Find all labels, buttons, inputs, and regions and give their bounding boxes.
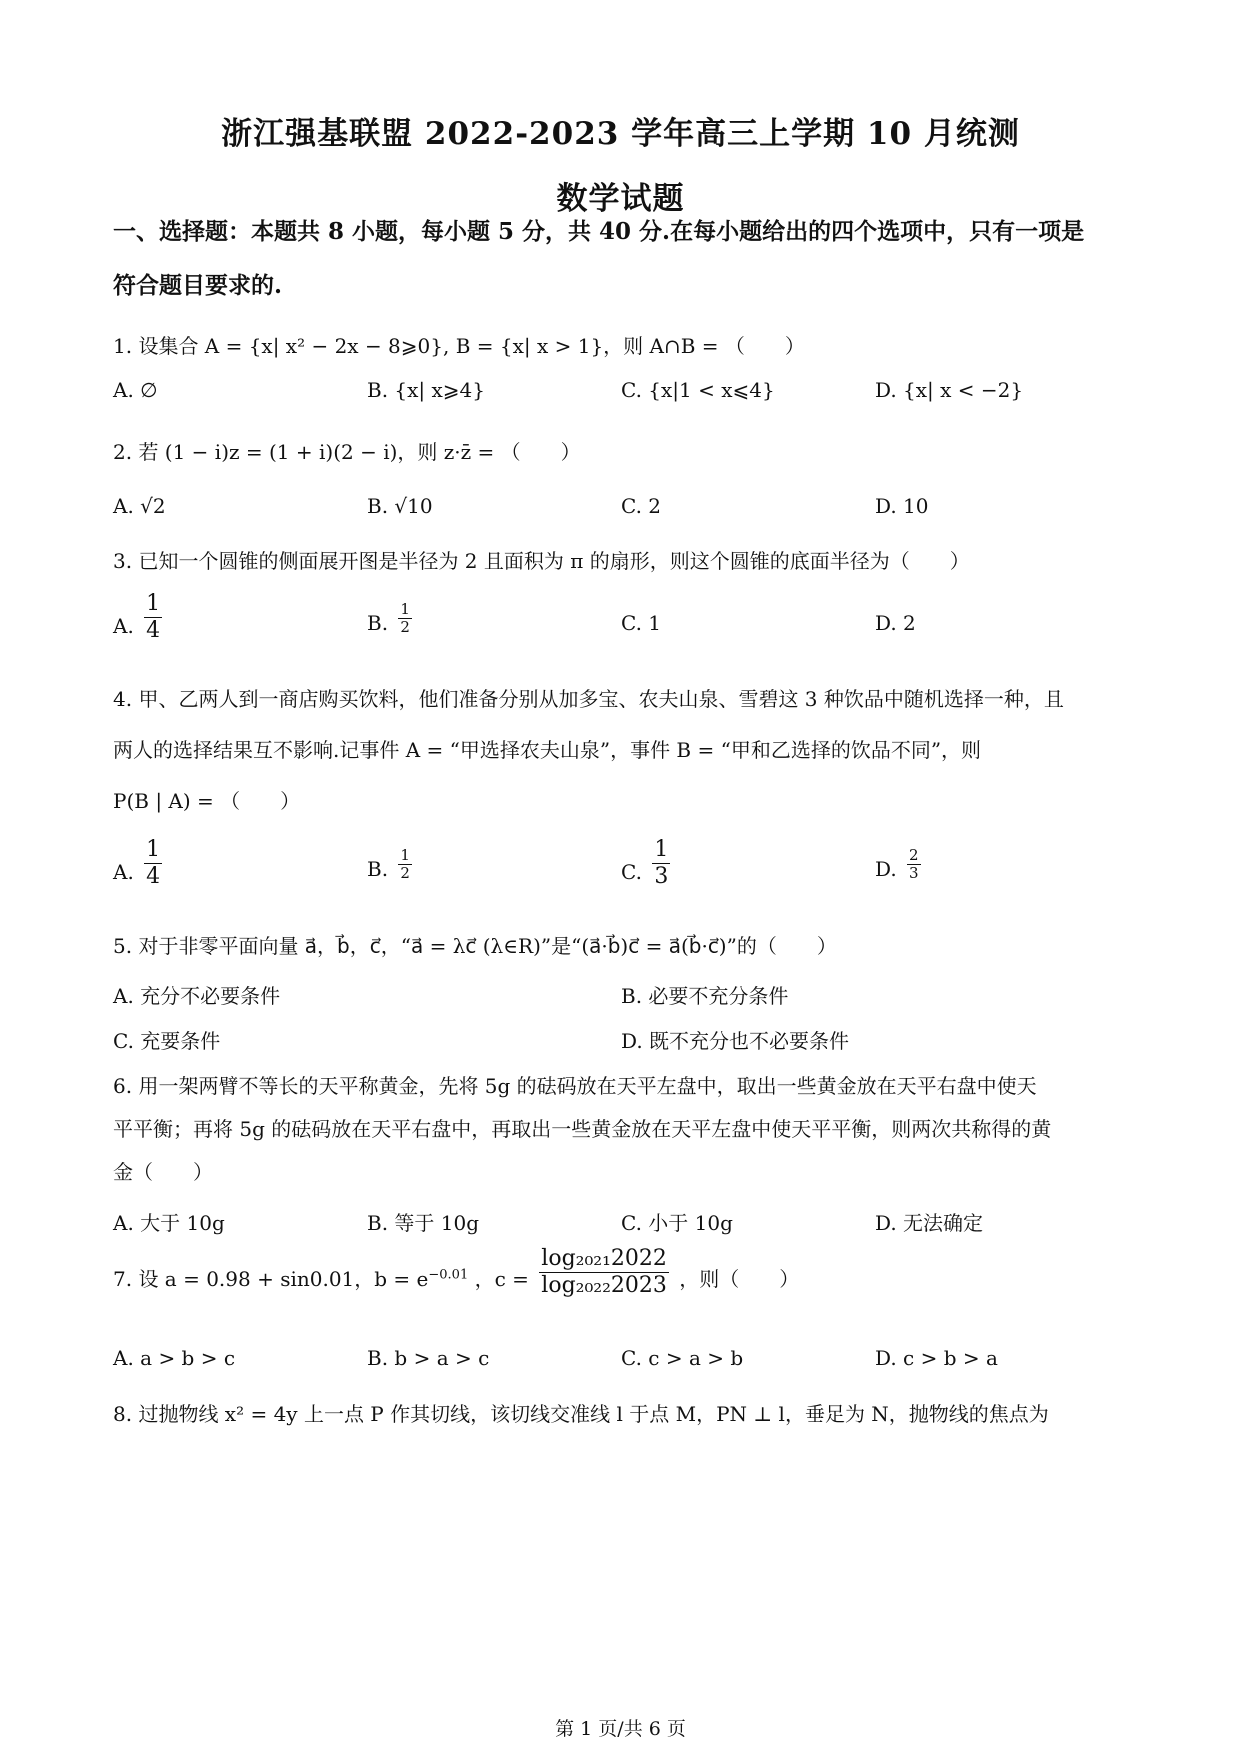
q4-option-d bbox=[875, 846, 925, 882]
section-heading-line1: 一、选择题：本题共 8 小题，每小题 5 分，共 40 分.在每小题给出的四个选项中，只有一项是 bbox=[113, 218, 1085, 245]
question-6-line3: 金（ ） bbox=[113, 1160, 213, 1184]
q6-option-d: D. 无法确定 bbox=[875, 1211, 984, 1235]
q3-option-b-label: B. bbox=[367, 611, 389, 635]
question-5-options-row1 bbox=[113, 980, 1133, 1020]
q3-option-b bbox=[367, 600, 416, 636]
q2-option-b: B. √10 bbox=[367, 494, 433, 518]
question-3-stem: 3. 已知一个圆锥的侧面展开图是半径为 2 且面积为 π 的扇形，则这个圆锥的底面半径为（ ） bbox=[113, 549, 970, 573]
q3-option-a-label: A. bbox=[113, 614, 134, 638]
q7-exponent: −0.01 bbox=[428, 1267, 469, 1283]
q5-option-d: D. 既不充分也不必要条件 bbox=[621, 1029, 850, 1053]
frac-numerator: 1 bbox=[146, 591, 161, 616]
q6-option-c: C. 小于 10g bbox=[621, 1211, 733, 1235]
question-7-options bbox=[113, 1346, 1133, 1386]
question-6-options bbox=[113, 1207, 1133, 1247]
q4-option-a-fraction bbox=[144, 837, 162, 890]
question-7-stem bbox=[113, 1246, 1133, 1322]
q5-option-c: C. 充要条件 bbox=[113, 1029, 221, 1053]
q4-option-c-label: C. bbox=[621, 860, 642, 884]
frac-denominator: 3 bbox=[654, 864, 669, 889]
frac-denominator: 4 bbox=[146, 864, 161, 889]
q5-option-a: A. 充分不必要条件 bbox=[113, 984, 281, 1008]
question-5-stem: 5. 对于非零平面向量 a⃗，b⃗，c⃗，“a⃗ = λc⃗ (λ∈R)”是“(a⃗·b⃗)c⃗ = a⃗(b⃗·c⃗)”的（ ） bbox=[113, 934, 837, 958]
frac-denominator: 4 bbox=[146, 618, 161, 643]
question-1-options bbox=[113, 378, 1133, 418]
question-4-line3: P(B | A) = （ ） bbox=[113, 789, 301, 813]
q7-stem-part-c: ，则（ ） bbox=[679, 1267, 800, 1291]
q4-option-a bbox=[113, 837, 166, 890]
q7-stem-part-a: 7. 设 a = 0.98 + sin0.01，b = e bbox=[113, 1267, 429, 1291]
q4-option-d-label: D. bbox=[875, 857, 897, 881]
question-4-line1: 4. 甲、乙两人到一商店购买饮料，他们准备分别从加多宝、农夫山泉、雪碧这 3 种饮品中随机选择一种，且 bbox=[113, 687, 1064, 711]
q2-option-a: A. √2 bbox=[113, 494, 166, 518]
frac-numerator: 1 bbox=[400, 600, 410, 618]
q1-option-c: C. {x|1 < x⩽4} bbox=[621, 378, 775, 402]
frac-denominator: log₂₀₂₂2023 bbox=[541, 1273, 667, 1298]
section-heading-line2: 符合题目要求的. bbox=[113, 272, 283, 299]
frac-numerator: 1 bbox=[146, 837, 161, 862]
q4-option-a-label: A. bbox=[113, 860, 134, 884]
frac-denominator: 3 bbox=[909, 864, 919, 882]
question-6-line1: 6. 用一架两臂不等长的天平称黄金，先将 5g 的砝码放在天平左盘中，取出一些黄金放在天平右盘中使天 bbox=[113, 1074, 1037, 1098]
q7-option-d: D. c > b > a bbox=[875, 1346, 998, 1370]
question-3-options bbox=[113, 591, 1133, 654]
q7-c-fraction bbox=[539, 1246, 669, 1299]
q7-stem-part-b: ，c = bbox=[474, 1267, 529, 1291]
q1-option-b: B. {x| x⩾4} bbox=[367, 378, 485, 402]
q7-option-a: A. a > b > c bbox=[113, 1346, 236, 1370]
q6-option-a: A. 大于 10g bbox=[113, 1211, 225, 1235]
q3-option-c: C. 1 bbox=[621, 611, 662, 635]
frac-numerator: 1 bbox=[400, 846, 410, 864]
question-2-stem: 2. 若 (1 − i)z = (1 + i)(2 − i)，则 z·z̄ = （ ） bbox=[113, 440, 581, 464]
q5-option-b: B. 必要不充分条件 bbox=[621, 984, 789, 1008]
frac-numerator: 2 bbox=[909, 846, 919, 864]
question-4-line2: 两人的选择结果互不影响.记事件 A = “甲选择农夫山泉”，事件 B = “甲和乙选择的饮品不同”，则 bbox=[113, 738, 982, 762]
q4-option-c bbox=[621, 837, 674, 890]
exam-subtitle: 数学试题 bbox=[556, 181, 685, 217]
question-4-options bbox=[113, 837, 1133, 900]
page-number: 第 1 页/共 6 页 bbox=[555, 1718, 686, 1740]
q4-option-b-fraction bbox=[398, 847, 412, 882]
q1-option-d: D. {x| x < −2} bbox=[875, 378, 1024, 402]
exam-title: 浙江强基联盟 2022-2023 学年高三上学期 10 月统测 bbox=[221, 116, 1020, 152]
q3-option-d: D. 2 bbox=[875, 611, 916, 635]
q6-option-b: B. 等于 10g bbox=[367, 1211, 480, 1235]
question-1-stem: 1. 设集合 A = {x| x² − 2x − 8⩾0}, B = {x| x > 1}，则 A∩B = （ ） bbox=[113, 334, 805, 358]
question-6-line2: 平平衡；再将 5g 的砝码放在天平右盘中，再取出一些黄金放在天平左盘中使天平平衡，则两次共称得的黄 bbox=[113, 1117, 1052, 1141]
q2-option-c: C. 2 bbox=[621, 494, 662, 518]
q1-option-a: A. ∅ bbox=[113, 378, 158, 402]
q3-option-a bbox=[113, 591, 166, 644]
question-8-stem: 8. 过抛物线 x² = 4y 上一点 P 作其切线，该切线交准线 l 于点 M，PN ⊥ l，垂足为 N，抛物线的焦点为 bbox=[113, 1402, 1049, 1426]
frac-denominator: 2 bbox=[400, 864, 410, 882]
q2-option-d: D. 10 bbox=[875, 494, 929, 518]
q4-option-c-fraction bbox=[652, 837, 670, 890]
q3-option-a-fraction bbox=[144, 591, 162, 644]
question-5-options-row2 bbox=[113, 1025, 1133, 1065]
q4-option-d-fraction bbox=[907, 847, 921, 882]
q7-option-b: B. b > a > c bbox=[367, 1346, 490, 1370]
frac-numerator: 1 bbox=[654, 837, 669, 862]
q3-option-b-fraction bbox=[398, 601, 412, 636]
frac-numerator: log₂₀₂₁2022 bbox=[541, 1246, 667, 1271]
frac-denominator: 2 bbox=[400, 618, 410, 636]
q4-option-b-label: B. bbox=[367, 857, 389, 881]
q4-option-b bbox=[367, 846, 416, 882]
q7-option-c: C. c > a > b bbox=[621, 1346, 744, 1370]
question-2-options bbox=[113, 494, 1133, 534]
